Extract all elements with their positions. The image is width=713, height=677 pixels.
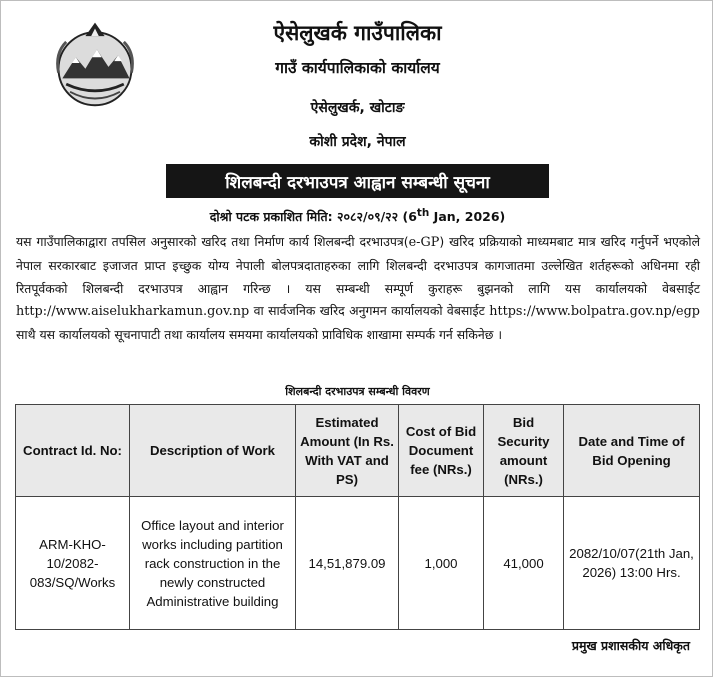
- publication-label: दोश्रो पटक प्रकाशित मिति:: [209, 209, 333, 225]
- publication-date-bs: २०८२/०९/२२: [337, 209, 399, 225]
- publication-date: [1, 207, 713, 225]
- signatory-title: प्रमुख प्रशासकीय अधिकृत: [571, 638, 690, 653]
- cell-bid-doc-fee: 1,000: [399, 497, 484, 630]
- table-row: [16, 497, 700, 630]
- address-line-2: कोशी प्रदेश, नेपाल: [309, 134, 406, 150]
- date-en-close: Jan, 2026): [433, 209, 506, 225]
- bid-details-table: [15, 404, 700, 630]
- header-bid-doc-fee: Cost of Bid Document fee (NRs.): [399, 405, 484, 497]
- notice-body: [16, 231, 700, 347]
- publication-date-en: [403, 209, 506, 224]
- table-title: शिलबन्दी दरभाउपत्र सम्बन्धी विवरण: [285, 385, 430, 398]
- date-en-open: (6: [402, 209, 417, 225]
- body-part-1: यस गाउँपालिकाद्वारा तपसिल अनुसारको खरिद तथा निर्माण कार्य शिलबन्दी दरभाउपत्र(: [16, 234, 409, 249]
- table-header-row: [16, 405, 700, 497]
- date-en-sup: th: [416, 207, 430, 219]
- notice-title-banner: [166, 164, 549, 198]
- address-line-1: ऐसेलुखर्क, खोटाङ: [310, 100, 405, 116]
- header-contract-id: Contract Id. No:: [16, 405, 130, 497]
- cell-estimated-amount: 14,51,879.09: [296, 497, 399, 630]
- cell-opening-date: 2082/10/07(21th Jan, 2026) 13:00 Hrs.: [564, 497, 700, 630]
- header-estimated-amount: Estimated Amount (In Rs. With VAT and PS): [296, 405, 399, 497]
- body-part-2: ) खरिद प्रक्रियाको माध्यमबाट मात्र खरिद गर्नुपर्ने भएकोले नेपाल सरकारबाट इजाजत प्राप्त इच्छुक योग्य नेपाली बोलपत्रदाताहरुका लागि शिलबन्दी दरभाउपत्र कागजातमा उल्लेखित शर्तहरूको अधिनमा रही रितपूर्वकको शिलबन्दी दरभाउपत्र आह्वान गरिन्छ । यस सम्बन्धी सम्पूर्ण कुराहरू बुझनको लागि यस कार्यालयको वेबसाईट: [16, 234, 700, 296]
- header-bid-security: Bid Security amount (NRs.): [484, 405, 564, 497]
- cell-contract-id: ARM-KHO-10/2082-083/SQ/Works: [16, 497, 130, 630]
- cell-description: Office layout and interior works including partition rack construction in the newly constructed Administrative building: [130, 497, 296, 630]
- body-egp: e-GP: [408, 235, 440, 250]
- office-name: गाउँ कार्यपालिकाको कार्यालय: [275, 59, 440, 77]
- body-part-4: साथै यस कार्यालयको सूचनापाटी तथा कार्यालय समयमा कार्यालयको प्राविधिक शाखामा सम्पर्क गर्न सकिनेछ ।: [16, 327, 503, 343]
- bolpatra-website-link[interactable]: https://www.bolpatra.gov.np/egp: [489, 304, 700, 320]
- header-opening-date: Date and Time of Bid Opening: [564, 405, 700, 497]
- municipality-website-link[interactable]: http://www.aiselukharkamun.gov.np: [16, 304, 250, 320]
- header-description: Description of Work: [130, 405, 296, 497]
- cell-bid-security: 41,000: [484, 497, 564, 630]
- notice-title: शिलबन्दी दरभाउपत्र आह्वान सम्बन्धी सूचना: [225, 172, 490, 193]
- municipality-name: ऐसेलुखर्क गाउँपालिका: [273, 21, 442, 45]
- body-part-3: वा सार्वजनिक खरिद अनुगमन कार्यालयको वेबसाईट: [249, 303, 490, 319]
